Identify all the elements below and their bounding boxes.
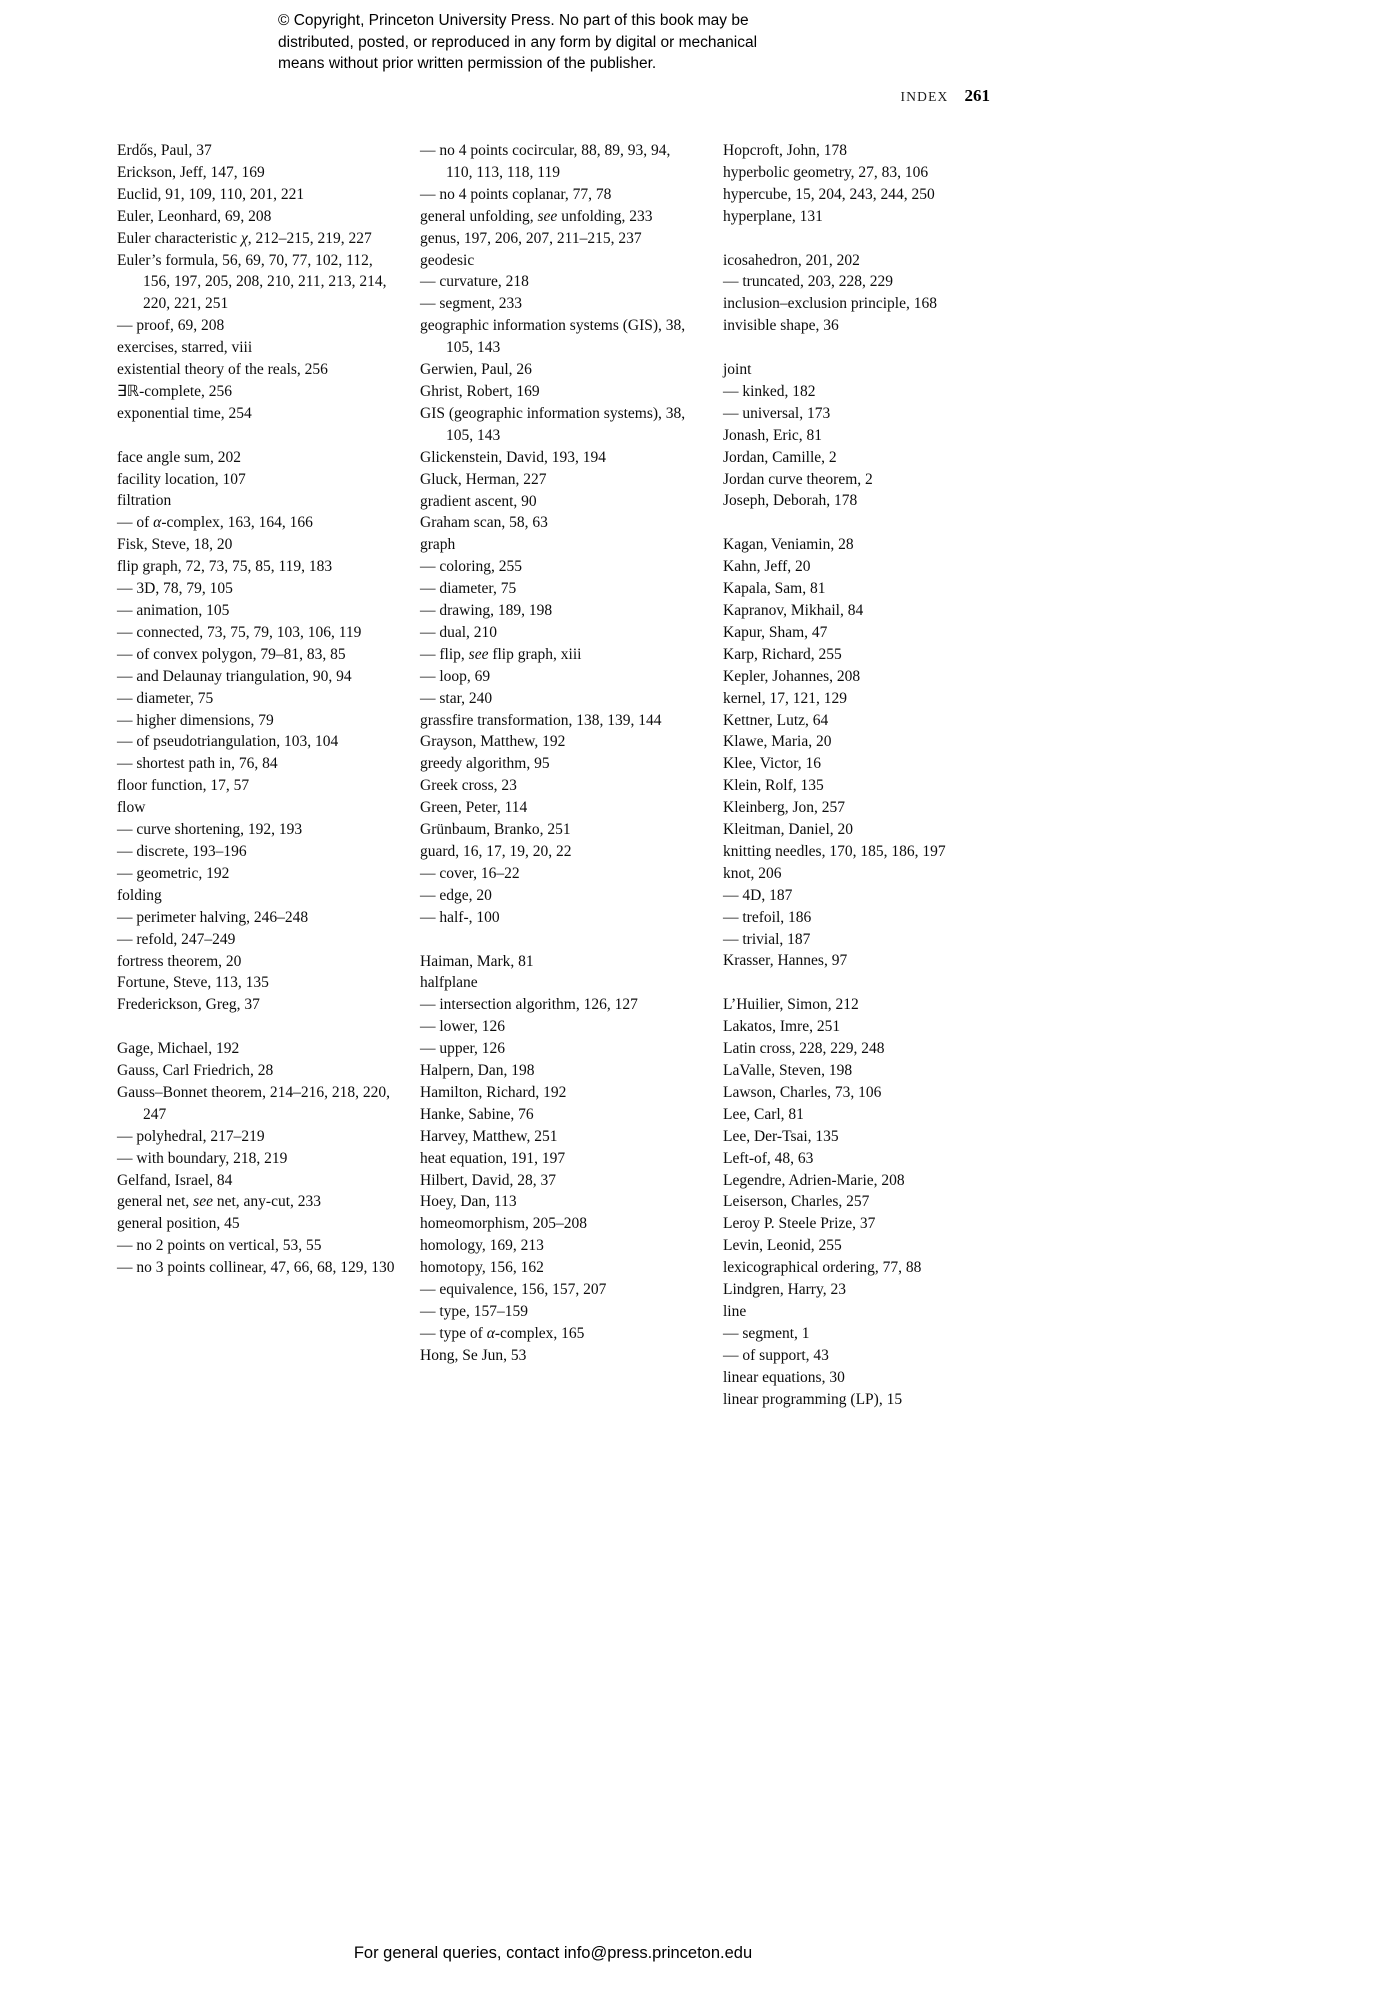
index-entry: Euler, Leonhard, 69, 208 [117, 207, 272, 225]
index-entry: exponential time, 254 [117, 404, 252, 422]
index-entry: graph [420, 536, 456, 554]
index-entry: Krasser, Hannes, 97 [723, 952, 848, 970]
index-entry: — truncated, 203, 228, 229 [723, 273, 894, 291]
index-entry: — curve shortening, 192, 193 [117, 821, 303, 839]
index-entry: Leroy P. Steele Prize, 37 [723, 1215, 876, 1233]
index-entry: homotopy, 156, 162 [420, 1259, 544, 1277]
index-entry: — flip, see flip graph, xiii [420, 645, 582, 663]
index-entry: Jordan, Camille, 2 [723, 448, 837, 466]
index-entry: hyperplane, 131 [723, 207, 823, 225]
index-entry: Klein, Rolf, 135 [723, 777, 824, 795]
index-entry: — dual, 210 [420, 623, 498, 641]
index-entry: — trefoil, 186 [723, 908, 812, 926]
index-entry: — shortest path in, 76, 84 [117, 755, 278, 773]
index-entry: guard, 16, 17, 19, 20, 22 [420, 843, 572, 860]
index-entry: Hanke, Sabine, 76 [420, 1105, 534, 1123]
index-entry: Hoey, Dan, 113 [420, 1193, 517, 1211]
index-entry: floor function, 17, 57 [117, 777, 250, 795]
index-entry: Hamilton, Richard, 192 [420, 1083, 567, 1101]
index-entry: facility location, 107 [117, 470, 246, 488]
index-group [723, 250, 1002, 338]
index-entry: Halpern, Dan, 198 [420, 1062, 535, 1080]
index-entry: Hilbert, David, 28, 37 [420, 1171, 557, 1189]
index-entry: Lakatos, Imre, 251 [723, 1018, 841, 1036]
index-entry: Kapranov, Mikhail, 84 [723, 601, 864, 619]
index-entry: — geometric, 192 [117, 864, 230, 882]
index-group [723, 534, 1002, 972]
index-entry: general net, see net, any-cut, 233 [117, 1193, 322, 1211]
index-entry: hyperbolic geometry, 27, 83, 106 [723, 163, 929, 181]
index-entry: Kepler, Johannes, 208 [723, 667, 861, 685]
index-entry: — perimeter halving, 246–248 [117, 908, 309, 926]
index-entry: — no 4 points coplanar, 77, 78 [420, 185, 612, 203]
index-entry: lexicographical ordering, 77, 88 [723, 1259, 922, 1277]
index-entry: homeomorphism, 205–208 [420, 1215, 588, 1233]
index-entry: general unfolding, see unfolding, 233 [420, 207, 653, 225]
index-entry: Klee, Victor, 16 [723, 755, 822, 773]
index-entry: flip graph, 72, 73, 75, 85, 119, 183 [117, 558, 333, 576]
index-entry: — star, 240 [420, 689, 493, 707]
index-entry: — curvature, 218 [420, 273, 529, 291]
index-entry: hypercube, 15, 204, 243, 244, 250 [723, 185, 935, 203]
index-entry: Fortune, Steve, 113, 135 [117, 974, 269, 992]
index-entry: Jordan curve theorem, 2 [723, 470, 873, 488]
index-entry: filtration [117, 492, 172, 510]
index-entry: Gluck, Herman, 227 [420, 470, 547, 488]
index-entry: Haiman, Mark, 81 [420, 952, 534, 970]
index-entry: Lee, Carl, 81 [723, 1105, 804, 1123]
index-entry: Karp, Richard, 255 [723, 645, 842, 663]
index-entry: Latin cross, 228, 229, 248 [723, 1040, 885, 1058]
index-entry: — 3D, 78, 79, 105 [117, 580, 233, 598]
index-entry: — half-, 100 [420, 908, 500, 926]
index-entry: Gauss, Carl Friedrich, 28 [117, 1062, 274, 1080]
index-entry: Gage, Michael, 192 [117, 1040, 240, 1058]
index-entry: Legendre, Adrien-Marie, 208 [723, 1171, 905, 1189]
index-entry: invisible shape, 36 [723, 317, 839, 335]
index-entry: — with boundary, 218, 219 [117, 1149, 288, 1167]
index-entry: knitting needles, 170, 185, 186, 197 [723, 842, 946, 860]
index-entry: kernel, 17, 121, 129 [723, 689, 847, 707]
index-entry: Hopcroft, John, 178 [723, 142, 847, 159]
index-entry: flow [117, 799, 146, 817]
copyright-line: distributed, posted, or reproduced in any form by digital or mechanical [278, 33, 758, 51]
index-group [723, 140, 1002, 228]
index-entry: Grayson, Matthew, 192 [420, 733, 566, 751]
index-entry: Klawe, Maria, 20 [723, 733, 832, 751]
index-entry: — connected, 73, 75, 79, 103, 106, 119 [117, 623, 362, 641]
index-entry: Hong, Se Jun, 53 [420, 1346, 527, 1364]
index-entry: geodesic [420, 251, 475, 269]
index-entry: existential theory of the reals, 256 [117, 361, 328, 379]
index-entry: — of convex polygon, 79–81, 83, 85 [117, 645, 346, 663]
index-entry: face angle sum, 202 [117, 448, 241, 466]
index-entry: — no 4 points cocircular, 88, 89, 93, 94, 110, 113, 118, 119 [420, 142, 671, 181]
index-entry: — and Delaunay triangulation, 90, 94 [117, 667, 352, 685]
index-entry: — universal, 173 [723, 404, 831, 422]
index-entry: ∃ℝ-complete, 256 [117, 382, 233, 400]
index-entry: Euler characteristic χ, 212–215, 219, 227 [117, 229, 372, 247]
index-entry: exercises, starred, viii [117, 339, 253, 357]
index-group [723, 359, 1002, 512]
index-entry: — drawing, 189, 198 [420, 602, 553, 620]
index-group [117, 1038, 396, 1279]
index-entry: homology, 169, 213 [420, 1237, 544, 1255]
index-entry: Greek cross, 23 [420, 777, 517, 795]
index-entry: — lower, 126 [420, 1018, 506, 1036]
index-entry: Frederickson, Greg, 37 [117, 996, 260, 1014]
index-entry: Graham scan, 58, 63 [420, 514, 548, 532]
index-entry: Lee, Der-Tsai, 135 [723, 1127, 839, 1145]
index-entry: Gauss–Bonnet theorem, 214–216, 218, 220, 247 [117, 1083, 390, 1123]
index-entry: Erdős, Paul, 37 [117, 142, 212, 159]
index-entry: — segment, 1 [723, 1324, 810, 1342]
index-entry: linear programming (LP), 15 [723, 1390, 903, 1408]
index-entry: Levin, Leonid, 255 [723, 1237, 842, 1255]
index-entry: — of α-complex, 163, 164, 166 [117, 514, 313, 532]
index-column-2 [420, 140, 699, 1367]
copyright-line: means without prior written permission of the publisher. [278, 55, 657, 72]
index-entry: — upper, 126 [420, 1040, 506, 1058]
index-entry: Kapala, Sam, 81 [723, 580, 826, 598]
index-entry: — cover, 16–22 [420, 864, 520, 882]
index-entry: — no 2 points on vertical, 53, 55 [117, 1237, 322, 1255]
index-entry: knot, 206 [723, 864, 782, 882]
index-entry: Kleinberg, Jon, 257 [723, 799, 845, 817]
index-entry: Euclid, 91, 109, 110, 201, 221 [117, 185, 305, 203]
index-entry: — equivalence, 156, 157, 207 [420, 1281, 607, 1299]
index-entry: Fisk, Steve, 18, 20 [117, 536, 233, 554]
index-entry: Green, Peter, 114 [420, 799, 528, 817]
index-entry: — refold, 247–249 [117, 930, 236, 948]
index-columns [117, 140, 1002, 1411]
index-group [420, 951, 699, 1367]
index-entry: — segment, 233 [420, 295, 523, 313]
index-entry: — of support, 43 [723, 1346, 829, 1364]
index-entry: heat equation, 191, 197 [420, 1149, 566, 1167]
index-column-1 [117, 140, 396, 1279]
index-group [117, 447, 396, 1017]
index-entry: — edge, 20 [420, 886, 492, 904]
index-entry: — of pseudotriangulation, 103, 104 [117, 733, 339, 751]
copyright-notice [278, 10, 757, 75]
index-entry: — trivial, 187 [723, 930, 811, 948]
index-entry: Leiserson, Charles, 257 [723, 1193, 870, 1211]
index-group [420, 140, 699, 929]
index-entry: joint [723, 361, 752, 379]
index-entry: — diameter, 75 [117, 689, 214, 707]
index-entry: — animation, 105 [117, 602, 230, 620]
index-entry: Lawson, Charles, 73, 106 [723, 1083, 882, 1101]
index-entry: genus, 197, 206, 207, 211–215, 237 [420, 229, 642, 247]
index-entry: icosahedron, 201, 202 [723, 251, 860, 269]
running-head [117, 86, 990, 106]
index-entry: Glickenstein, David, 193, 194 [420, 448, 606, 466]
index-entry: Erickson, Jeff, 147, 169 [117, 163, 265, 181]
index-group [117, 140, 396, 425]
index-column-3 [723, 140, 1002, 1411]
index-entry: Left-of, 48, 63 [723, 1149, 814, 1167]
index-entry: Euler’s formula, 56, 69, 70, 77, 102, 112, 156, 197, 205, 208, 210, 211, 213, 214, 220, 221, 251 [117, 251, 387, 313]
index-entry: — higher dimensions, 79 [117, 711, 274, 729]
index-entry: fortress theorem, 20 [117, 952, 242, 970]
index-entry: geographic information systems (GIS), 38, 105, 143 [420, 317, 686, 357]
index-entry: Kagan, Veniamin, 28 [723, 536, 854, 554]
index-entry: — coloring, 255 [420, 558, 523, 576]
index-entry: — kinked, 182 [723, 382, 816, 400]
copyright-line: © Copyright, Princeton University Press. No part of this book may be [278, 12, 749, 29]
index-entry: Kettner, Lutz, 64 [723, 711, 829, 729]
index-entry: halfplane [420, 974, 478, 992]
index-entry: Kleitman, Daniel, 20 [723, 821, 853, 839]
index-entry: Kahn, Jeff, 20 [723, 558, 811, 576]
index-entry: grassfire transformation, 138, 139, 144 [420, 711, 662, 729]
index-entry: L’Huilier, Simon, 212 [723, 996, 859, 1014]
index-entry: — type, 157–159 [420, 1303, 529, 1321]
index-entry: LaValle, Steven, 198 [723, 1062, 853, 1079]
index-entry: Ghrist, Robert, 169 [420, 382, 540, 400]
index-entry: — discrete, 193–196 [117, 842, 247, 860]
footer-query-text: For general queries, contact info@press.princeton.edu [353, 1944, 753, 1962]
index-entry: Gelfand, Israel, 84 [117, 1171, 233, 1189]
index-group [723, 994, 1002, 1410]
index-label: INDEX [900, 89, 949, 104]
index-entry: Jonash, Eric, 81 [723, 426, 823, 444]
index-entry: gradient ascent, 90 [420, 492, 537, 510]
index-entry: line [723, 1302, 747, 1320]
index-entry: — proof, 69, 208 [117, 317, 225, 335]
index-entry: — loop, 69 [420, 667, 491, 685]
index-entry: Harvey, Matthew, 251 [420, 1127, 558, 1145]
index-entry: Joseph, Deborah, 178 [723, 492, 858, 510]
index-entry: Lindgren, Harry, 23 [723, 1281, 846, 1299]
index-entry: — type of α-complex, 165 [420, 1324, 585, 1342]
index-entry: — 4D, 187 [723, 886, 793, 904]
index-entry: folding [117, 886, 162, 904]
index-entry: GIS (geographic information systems), 38, 105, 143 [420, 404, 686, 444]
page-number: 261 [964, 86, 990, 105]
index-entry: — diameter, 75 [420, 580, 517, 598]
index-entry: greedy algorithm, 95 [420, 755, 550, 773]
index-entry: — no 3 points collinear, 47, 66, 68, 129, 130 [117, 1259, 395, 1277]
index-entry: linear equations, 30 [723, 1368, 845, 1386]
index-entry: — polyhedral, 217–219 [117, 1127, 265, 1145]
index-entry: — intersection algorithm, 126, 127 [420, 996, 638, 1014]
index-entry: Grünbaum, Branko, 251 [420, 821, 571, 839]
index-entry: inclusion–exclusion principle, 168 [723, 295, 937, 313]
index-entry: Kapur, Sham, 47 [723, 623, 828, 641]
index-entry: general position, 45 [117, 1215, 240, 1233]
index-entry: Gerwien, Paul, 26 [420, 361, 532, 379]
